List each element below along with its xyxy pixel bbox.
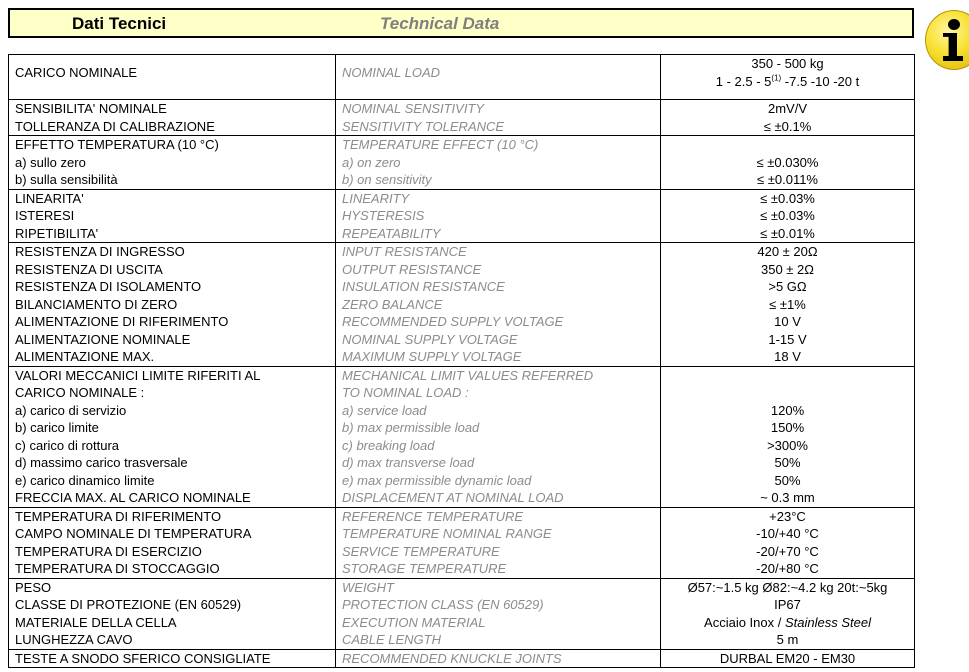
- en-label: OUTPUT RESISTANCE: [342, 261, 482, 277]
- value-cell: [661, 100, 915, 136]
- value-text: [661, 384, 914, 402]
- value-cell: [661, 55, 915, 100]
- value-text: Acciaio Inox / Stainless Steel: [704, 614, 871, 630]
- table-row: [9, 507, 915, 578]
- en-label: REFERENCE TEMPERATURE: [342, 508, 524, 524]
- en-label: b) max permissible load: [342, 420, 480, 435]
- it-cell: [9, 100, 336, 136]
- value-cell: [661, 578, 915, 649]
- it-label: MATERIALE DELLA CELLA: [15, 614, 177, 630]
- it-label: FRECCIA MAX. AL CARICO NOMINALE: [15, 490, 251, 505]
- value-cell: [661, 136, 915, 190]
- it-cell: [9, 507, 336, 578]
- table-row: [9, 366, 915, 507]
- en-label: HYSTERESIS: [342, 208, 425, 223]
- en-label: a) service load: [342, 402, 427, 418]
- it-label: RESISTENZA DI INGRESSO: [15, 244, 185, 259]
- en-label: INPUT RESISTANCE: [342, 244, 467, 259]
- it-label: TEMPERATURA DI STOCCAGGIO: [15, 561, 220, 576]
- it-label: ALIMENTAZIONE NOMINALE: [15, 331, 191, 347]
- value-text: IP67: [774, 597, 801, 612]
- table-row: [9, 55, 915, 100]
- en-label: CABLE LENGTH: [342, 632, 441, 647]
- value-text: 350 - 500 kg: [751, 56, 824, 71]
- it-label: CLASSE DI PROTEZIONE (EN 60529): [15, 597, 242, 612]
- it-label: a) sullo zero: [15, 154, 86, 170]
- en-cell: [336, 189, 661, 243]
- it-label: b) sulla sensibilità: [15, 172, 118, 187]
- en-cell: [336, 649, 661, 668]
- title-english: Technical Data: [380, 14, 500, 33]
- value-text: DURBAL EM20 - EM30: [719, 650, 856, 666]
- it-label: b) carico limite: [15, 420, 99, 435]
- en-label: d) max transverse load: [342, 455, 475, 470]
- en-label: b) on sensitivity: [342, 172, 432, 187]
- it-label: TESTE A SNODO SFERICO CONSIGLIATE: [15, 650, 271, 666]
- title-italian: Dati Tecnici: [72, 14, 167, 33]
- en-label: TO NOMINAL LOAD :: [342, 385, 469, 400]
- value-text: ≤ ±1%: [769, 296, 806, 312]
- value-text: 2mV/V: [767, 101, 807, 116]
- value-text: +23°C: [769, 508, 806, 524]
- en-cell: [336, 507, 661, 578]
- it-label: BILANCIAMENTO DI ZERO: [15, 296, 178, 312]
- en-label: DISPLACEMENT AT NOMINAL LOAD: [342, 490, 564, 505]
- en-label: TEMPERATURE EFFECT (10 °C): [342, 137, 539, 152]
- table-row: [9, 136, 915, 190]
- value-text: 350 ± 2Ω: [761, 261, 814, 277]
- value-text: -10/+40 °C: [756, 526, 819, 541]
- value-cell: [661, 649, 915, 668]
- value-cell: [661, 507, 915, 578]
- en-label: MAXIMUM SUPPLY VOLTAGE: [342, 349, 522, 364]
- it-cell: [9, 243, 336, 367]
- value-text: [661, 136, 914, 154]
- it-label: LUNGHEZZA CAVO: [15, 632, 133, 647]
- it-label: RIPETIBILITA': [15, 225, 99, 241]
- en-label: MECHANICAL LIMIT VALUES REFERRED: [342, 367, 594, 383]
- info-icon: [925, 10, 969, 70]
- en-label: RECOMMENDED KNUCKLE JOINTS: [342, 650, 562, 666]
- value-text: [661, 367, 914, 385]
- it-cell: [9, 366, 336, 507]
- en-cell: [336, 55, 661, 100]
- value-text: ≤ ±0.030%: [756, 154, 819, 170]
- en-label: ZERO BALANCE: [342, 296, 443, 312]
- it-label: CAMPO NOMINALE DI TEMPERATURA: [15, 526, 252, 541]
- en-cell: [336, 136, 661, 190]
- it-label: LINEARITA': [15, 190, 84, 206]
- en-label: REPEATABILITY: [342, 225, 441, 241]
- en-label: INSULATION RESISTANCE: [342, 279, 505, 294]
- table-row: [9, 100, 915, 136]
- value-text: Ø57:~1.5 kg Ø82:~4.2 kg 20t:~5kg: [687, 579, 888, 595]
- it-label: EFFETTO TEMPERATURA (10 °C): [15, 137, 219, 152]
- value-text: 50%: [774, 455, 801, 470]
- en-label: NOMINAL SENSITIVITY: [342, 101, 485, 116]
- value-text: 150%: [770, 420, 805, 435]
- technical-data-table: [8, 54, 915, 668]
- value-text: 5 m: [776, 632, 799, 647]
- en-cell: [336, 100, 661, 136]
- it-label: TEMPERATURA DI ESERCIZIO: [15, 543, 202, 559]
- it-label: ALIMENTAZIONE MAX.: [15, 349, 155, 364]
- it-label: e) carico dinamico limite: [15, 472, 155, 488]
- en-label: STORAGE TEMPERATURE: [342, 561, 507, 576]
- it-label: RESISTENZA DI ISOLAMENTO: [15, 279, 202, 294]
- value-text: 50%: [774, 472, 801, 488]
- footnote-marker: (1): [771, 73, 782, 83]
- it-cell: [9, 649, 336, 668]
- value-text: 1 - 2.5 - 5$^{(1)}$ -7.5 -10 -20 t: [715, 73, 860, 89]
- en-cell: [336, 366, 661, 507]
- it-label: c) carico di rottura: [15, 437, 120, 453]
- value-text: ≤ ±0.01%: [760, 225, 815, 241]
- en-label: c) breaking load: [342, 437, 435, 453]
- it-label: ISTERESI: [15, 208, 75, 223]
- en-label: NOMINAL LOAD: [342, 65, 441, 80]
- value-text: -20/+80 °C: [756, 561, 819, 576]
- value-text: >5 GΩ: [768, 279, 807, 294]
- value-text: -20/+70 °C: [756, 543, 819, 559]
- value-text: 1-15 V: [768, 331, 807, 347]
- table-row: [9, 243, 915, 367]
- it-label: TOLLERANZA DI CALIBRAZIONE: [15, 118, 215, 134]
- it-label: SENSIBILITA' NOMINALE: [15, 101, 167, 116]
- it-label: PESO: [15, 579, 52, 595]
- it-label: VALORI MECCANICI LIMITE RIFERITI AL: [15, 367, 261, 383]
- en-label: RECOMMENDED SUPPLY VOLTAGE: [342, 314, 564, 329]
- value-text: ≤ ±0.011%: [756, 172, 818, 187]
- value-text: 18 V: [774, 349, 801, 364]
- en-cell: [336, 578, 661, 649]
- value-cell: [661, 366, 915, 507]
- en-cell: [336, 243, 661, 367]
- value-text: >300%: [767, 437, 808, 453]
- it-cell: [9, 55, 336, 100]
- en-label: WEIGHT: [342, 579, 394, 595]
- it-label: ALIMENTAZIONE DI RIFERIMENTO: [15, 314, 229, 329]
- table-row: [9, 649, 915, 668]
- value-cell: [661, 189, 915, 243]
- en-label: LINEARITY: [342, 190, 410, 206]
- table-row: [9, 578, 915, 649]
- value-cell: [661, 243, 915, 367]
- en-label: NOMINAL SUPPLY VOLTAGE: [342, 331, 518, 347]
- value-text: ≤ ±0.03%: [760, 190, 815, 206]
- header-band: [8, 8, 914, 38]
- value-text: ≤ ±0.1%: [763, 118, 812, 134]
- en-label: a) on zero: [342, 154, 401, 170]
- value-text: ~ 0.3 mm: [760, 490, 815, 505]
- value-text: 120%: [770, 402, 805, 418]
- it-label: a) carico di servizio: [15, 402, 127, 418]
- it-cell: [9, 578, 336, 649]
- it-label: TEMPERATURA DI RIFERIMENTO: [15, 508, 222, 524]
- table-row: [9, 189, 915, 243]
- it-cell: [9, 189, 336, 243]
- it-label: d) massimo carico trasversale: [15, 455, 188, 470]
- value-text: ≤ ±0.03%: [760, 208, 815, 223]
- en-label: e) max permissible dynamic load: [342, 472, 532, 488]
- en-label: SENSITIVITY TOLERANCE: [342, 118, 505, 134]
- value-text: 10 V: [774, 314, 801, 329]
- en-label: SERVICE TEMPERATURE: [342, 543, 500, 559]
- en-label: EXECUTION MATERIAL: [342, 614, 486, 630]
- value-text: 420 ± 20Ω: [757, 244, 818, 259]
- it-cell: [9, 136, 336, 190]
- it-label: CARICO NOMINALE :: [15, 385, 145, 400]
- en-label: TEMPERATURE NOMINAL RANGE: [342, 526, 552, 541]
- en-label: PROTECTION CLASS (EN 60529): [342, 597, 544, 612]
- it-label: CARICO NOMINALE: [15, 65, 138, 80]
- it-label: RESISTENZA DI USCITA: [15, 261, 163, 277]
